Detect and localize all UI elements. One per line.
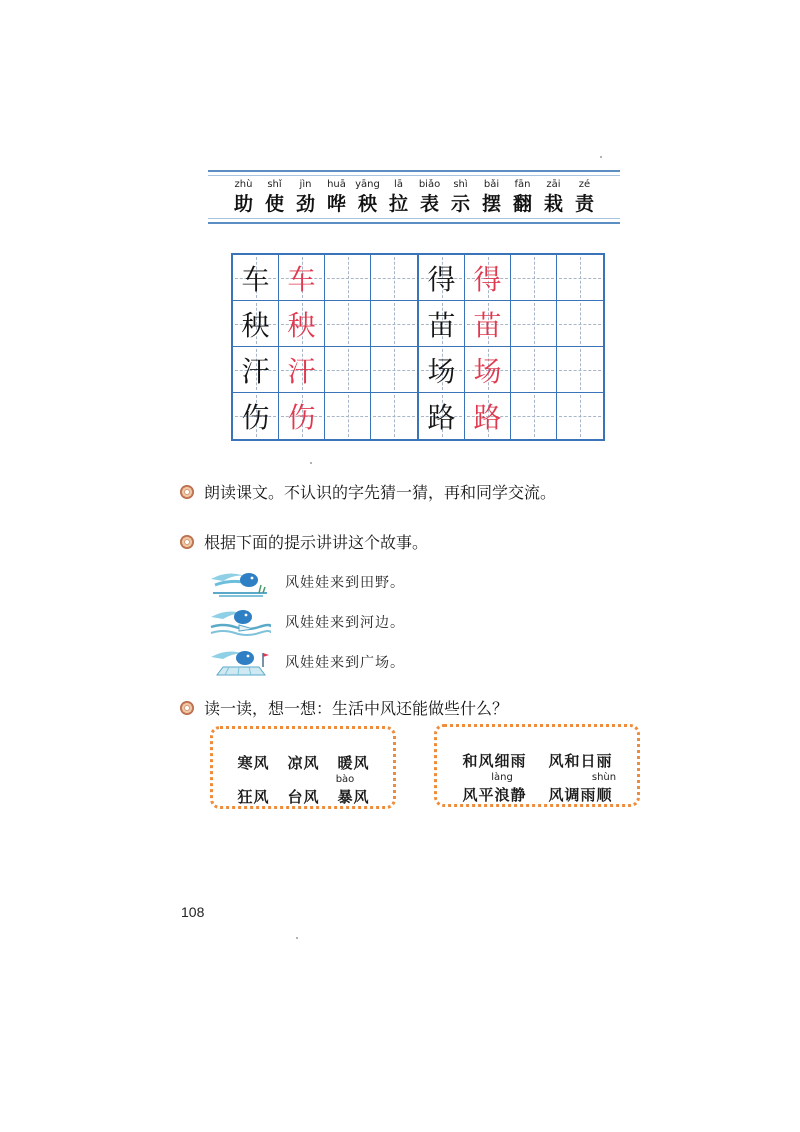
word-char — [253, 787, 269, 807]
vocab-item — [539, 178, 569, 216]
word-box-left — [210, 726, 396, 809]
vocab-pinyin: huā — [327, 179, 346, 190]
vocab-pinyin: zāi — [546, 179, 561, 190]
word-char-text: 浪 — [494, 786, 510, 804]
grid-cell-empty — [511, 393, 557, 439]
word-item — [287, 753, 319, 773]
word-char-text: 风 — [462, 786, 478, 804]
word-char-text: 风 — [353, 754, 369, 772]
word-row — [437, 771, 637, 805]
instruction-tell-story-text: 根据下面的提示讲讲这个故事。 — [204, 533, 429, 552]
flower-bullet-icon — [180, 485, 194, 499]
grid-cell-model — [419, 393, 465, 439]
grid-cell-model — [419, 255, 465, 301]
vocab-char: 拉 — [388, 193, 408, 215]
grid-cell-trace — [465, 301, 511, 347]
trace-char: 汗 — [287, 354, 316, 388]
vocab-pinyin: biǎo — [418, 179, 441, 190]
vocab-pinyin: fān — [514, 179, 531, 190]
word-row — [213, 773, 393, 807]
word-char — [510, 751, 526, 771]
grid-cell-trace — [279, 393, 325, 439]
word-char — [478, 785, 494, 805]
vocab-item — [570, 178, 600, 216]
word-char-text: 静 — [510, 786, 526, 804]
word-char-text: 台 — [287, 788, 303, 806]
word-char — [237, 753, 253, 773]
story-prompt-text: 风娃娃来到广场。 — [285, 655, 405, 671]
word-char-text: 风 — [548, 786, 564, 804]
scan-speck — [296, 937, 298, 939]
word-char-text: 风 — [303, 754, 319, 772]
word-char — [353, 787, 369, 807]
word-char — [353, 753, 369, 773]
word-char — [462, 751, 478, 771]
word-char-text: 雨 — [580, 786, 596, 804]
word-char — [494, 751, 510, 771]
grid-cell-empty — [325, 255, 371, 301]
instruction-read-aloud-text: 朗读课文。不认识的字先猜一猜，再和同学交流。 — [204, 483, 557, 502]
vocab-item — [446, 178, 476, 216]
vocab-item — [384, 178, 414, 216]
word-char — [491, 772, 513, 805]
word-item — [462, 751, 526, 771]
model-char: 伤 — [241, 401, 270, 434]
word-char — [287, 787, 303, 807]
vocab-char: 责 — [574, 193, 594, 215]
writing-grid-left — [233, 255, 417, 439]
word-char-text: 和 — [462, 752, 478, 770]
vocab-pinyin: shì — [453, 179, 468, 190]
grid-cell-trace — [465, 393, 511, 439]
grid-cell-empty — [557, 393, 603, 439]
word-item — [287, 787, 319, 807]
grid-cell-model — [233, 301, 279, 347]
word-char-text: 风 — [353, 788, 369, 806]
grid-cell-empty — [325, 347, 371, 393]
word-char — [596, 751, 612, 771]
grid-cell-empty — [371, 393, 417, 439]
word-item — [548, 751, 612, 771]
word-char — [478, 751, 494, 771]
word-item — [337, 753, 369, 773]
grid-cell-empty — [511, 347, 557, 393]
writing-grid-right — [417, 255, 603, 439]
grid-cell-empty — [511, 301, 557, 347]
model-char: 得 — [427, 262, 456, 296]
trace-char: 得 — [473, 262, 502, 296]
word-char-text: 风 — [478, 752, 494, 770]
instruction-think-text: 读一读，想一想：生活中风还能做些什么？ — [204, 699, 509, 718]
word-char — [548, 785, 564, 805]
word-char-text: 细 — [494, 752, 510, 770]
word-char-text: 雨 — [510, 752, 526, 770]
word-char — [510, 785, 526, 805]
grid-cell-model — [233, 255, 279, 301]
vocab-char: 摆 — [481, 193, 501, 215]
word-char-text: 暴 — [337, 788, 353, 806]
instruction-think — [180, 696, 508, 719]
instruction-tell-story — [180, 530, 428, 553]
vocab-char: 使 — [264, 193, 284, 215]
word-item — [548, 772, 617, 805]
grid-cell-empty — [557, 347, 603, 393]
grid-cell-empty — [325, 301, 371, 347]
vocab-char: 劲 — [295, 193, 315, 215]
grid-cell-model — [233, 393, 279, 439]
vocab-item — [415, 178, 445, 216]
word-row — [437, 737, 637, 771]
word-char — [591, 772, 617, 805]
story-prompt-text: 风娃娃来到田野。 — [285, 575, 405, 591]
grid-cell-trace — [279, 347, 325, 393]
word-char — [253, 753, 269, 773]
vocab-item — [477, 178, 507, 216]
vocab-pinyin: zhù — [234, 179, 253, 190]
flower-bullet-icon — [180, 535, 194, 549]
vocab-char: 栽 — [543, 193, 563, 215]
vocab-char: 示 — [450, 193, 470, 215]
scan-speck — [600, 156, 602, 158]
wind-doll-river-icon — [209, 605, 271, 639]
word-char — [564, 751, 580, 771]
vocab-item — [353, 178, 383, 216]
word-row — [213, 739, 393, 773]
grid-cell-empty — [557, 255, 603, 301]
flower-bullet-icon — [180, 701, 194, 715]
grid-cell-trace — [465, 347, 511, 393]
word-char-text: 风 — [303, 788, 319, 806]
grid-cell-model — [419, 347, 465, 393]
model-char: 路 — [427, 401, 456, 434]
word-char-text: 风 — [253, 754, 269, 772]
word-char-text: 调 — [564, 786, 580, 804]
word-char-text: 平 — [478, 786, 494, 804]
vocab-item — [322, 178, 352, 216]
word-char — [580, 751, 596, 771]
vocab-char: 表 — [419, 193, 439, 215]
word-char — [287, 753, 303, 773]
word-char-text: 顺 — [596, 786, 612, 804]
trace-char: 路 — [473, 401, 502, 434]
word-item — [237, 753, 269, 773]
vocab-pinyin: shǐ — [267, 179, 282, 190]
vocab-item — [508, 178, 538, 216]
word-char — [462, 785, 478, 805]
trace-char: 秧 — [287, 308, 316, 342]
grid-cell-trace — [279, 255, 325, 301]
word-char-text: 和 — [564, 752, 580, 770]
word-pinyin: làng — [491, 772, 513, 783]
vocab-item — [260, 178, 290, 216]
word-char-text: 风 — [548, 752, 564, 770]
word-char — [303, 753, 319, 773]
word-char — [303, 787, 319, 807]
grid-cell-trace — [279, 301, 325, 347]
word-char — [237, 787, 253, 807]
scan-speck — [310, 462, 312, 464]
grid-cell-empty — [557, 301, 603, 347]
writing-grid — [231, 253, 605, 441]
model-char: 汗 — [241, 354, 270, 388]
story-prompt — [209, 643, 405, 681]
word-char — [337, 753, 353, 773]
grid-cell-empty — [371, 255, 417, 301]
word-char — [580, 785, 596, 805]
story-prompt — [209, 603, 405, 641]
word-item — [237, 787, 269, 807]
story-prompt-list — [209, 563, 405, 683]
story-prompt — [209, 563, 405, 601]
word-char-text: 日 — [580, 752, 596, 770]
vocab-item — [291, 178, 321, 216]
vocab-pinyin: bǎi — [483, 179, 500, 190]
wind-doll-field-icon — [209, 565, 271, 599]
word-char-text: 狂 — [237, 788, 253, 806]
word-pinyin: shùn — [591, 772, 617, 783]
word-char-text: 风 — [253, 788, 269, 806]
word-char — [548, 751, 564, 771]
vocab-pinyin: jìn — [299, 179, 312, 190]
vocab-char: 翻 — [512, 193, 532, 215]
grid-cell-model — [233, 347, 279, 393]
grid-cell-empty — [511, 255, 557, 301]
word-box-right — [434, 724, 640, 807]
trace-char: 场 — [473, 354, 502, 388]
grid-cell-model — [419, 301, 465, 347]
model-char: 场 — [427, 354, 456, 388]
model-char: 车 — [241, 262, 270, 296]
model-char: 秧 — [241, 308, 270, 342]
word-char — [564, 785, 580, 805]
story-prompt-text: 风娃娃来到河边。 — [285, 615, 405, 631]
page-number: 108 — [181, 904, 205, 920]
word-char-text: 凉 — [287, 754, 303, 772]
grid-cell-empty — [371, 301, 417, 347]
grid-cell-empty — [371, 347, 417, 393]
trace-char: 车 — [287, 262, 316, 296]
grid-cell-empty — [325, 393, 371, 439]
word-char-text: 寒 — [237, 754, 253, 772]
grid-cell-trace — [465, 255, 511, 301]
vocab-item — [229, 178, 259, 216]
trace-char: 伤 — [287, 401, 316, 434]
wind-doll-square-icon — [209, 645, 271, 679]
model-char: 苗 — [427, 308, 456, 342]
word-char-text: 丽 — [596, 752, 612, 770]
word-char — [335, 774, 355, 807]
word-char-text: 暖 — [337, 754, 353, 772]
vocab-char: 助 — [233, 193, 253, 215]
word-pinyin: bào — [335, 774, 355, 785]
vocab-pinyin: yāng — [355, 179, 380, 190]
trace-char: 苗 — [473, 308, 502, 342]
vocab-pinyin: zé — [578, 179, 591, 190]
vocab-char: 秧 — [357, 193, 377, 215]
vocab-pinyin: lā — [394, 179, 403, 190]
vocab-strip — [208, 170, 620, 224]
vocab-char: 哗 — [326, 193, 346, 215]
word-item — [462, 772, 526, 805]
word-item — [335, 774, 369, 807]
vocab-list — [229, 178, 600, 216]
instruction-read-aloud — [180, 480, 556, 503]
